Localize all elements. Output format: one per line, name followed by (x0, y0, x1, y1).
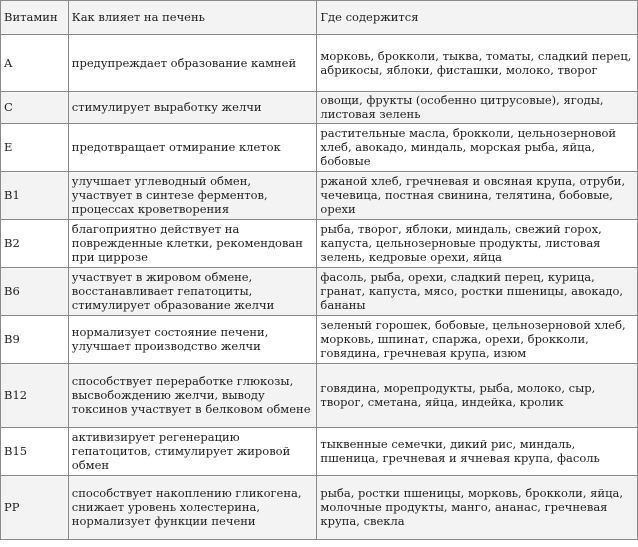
sources-cell: зеленый горошек, бобовые, цельнозерновой хлеб, морковь, шпинат, спаржа, орехи, брокколи, говядина, гречневая крупа, изюм (317, 316, 638, 364)
table-row (1, 428, 638, 476)
sources-cell: овощи, фрукты (особенно цитрусовые), ягоды, листовая зелень (317, 92, 638, 124)
effect-cell: благоприятно действует на поврежденные клетки, рекомендован при циррозе (68, 220, 317, 268)
vitamin-cell: A (1, 35, 69, 92)
sources-cell: морковь, брокколи, тыква, томаты, сладкий перец, абрикосы, яблоки, фисташки, молоко, творог (317, 35, 638, 92)
sources-cell: фасоль, рыба, орехи, сладкий перец, курица, гранат, капуста, мясо, ростки пшеницы, авокадо, бананы (317, 268, 638, 316)
vitamin-cell: B9 (1, 316, 69, 364)
sources-cell: тыквенные семечки, дикий рис, миндаль, пшеница, гречневая и ячневая крупа, фасоль (317, 428, 638, 476)
effect-cell: нормализует состояние печени, улучшает производство желчи (68, 316, 317, 364)
header-vitamin: Витамин (1, 1, 69, 35)
table-row (1, 316, 638, 364)
vitamin-cell: B1 (1, 172, 69, 220)
sources-cell: говядина, морепродукты, рыба, молоко, сыр, творог, сметана, яйца, индейка, кролик (317, 364, 638, 428)
vitamin-cell: C (1, 92, 69, 124)
table-row (1, 172, 638, 220)
table-row (1, 92, 638, 124)
sources-cell: растительные масла, брокколи, цельнозерновой хлеб, авокадо, миндаль, морская рыба, яйца, бобовые (317, 124, 638, 172)
effect-cell: активизирует регенерацию гепатоцитов, стимулирует жировой обмен (68, 428, 317, 476)
vitamin-cell: B15 (1, 428, 69, 476)
effect-cell: способствует переработке глюкозы, высвобождению желчи, выводу токсинов участвует в белковом обмене (68, 364, 317, 428)
effect-cell: стимулирует выработку желчи (68, 92, 317, 124)
table-row (1, 35, 638, 92)
vitamin-cell: B2 (1, 220, 69, 268)
vitamin-cell: PP (1, 476, 69, 540)
vitamin-cell: B12 (1, 364, 69, 428)
table-header-row (1, 1, 638, 35)
table-row (1, 476, 638, 540)
vitamin-cell: E (1, 124, 69, 172)
effect-cell: предупреждает образование камней (68, 35, 317, 92)
sources-cell: рыба, творог, яблоки, миндаль, свежий горох, капуста, цельнозерновые продукты, листовая зелень, кедровые орехи, яйца (317, 220, 638, 268)
table-row (1, 220, 638, 268)
effect-cell: участвует в жировом обмене, восстанавливает гепатоциты, стимулирует образование желчи (68, 268, 317, 316)
vitamin-cell: B6 (1, 268, 69, 316)
effect-cell: предотвращает отмирание клеток (68, 124, 317, 172)
effect-cell: улучшает углеводный обмен, участвует в синтезе ферментов, процессах кроветворения (68, 172, 317, 220)
table-row (1, 124, 638, 172)
header-effect: Как влияет на печень (68, 1, 317, 35)
effect-cell: способствует накоплению гликогена, снижает уровень холестерина, нормализует функции печени (68, 476, 317, 540)
header-sources: Где содержится (317, 1, 638, 35)
sources-cell: рыба, ростки пшеницы, морковь, брокколи, яйца, молочные продукты, манго, ананас, гречневая крупа, свекла (317, 476, 638, 540)
sources-cell: ржаной хлеб, гречневая и овсяная крупа, отруби, чечевица, постная свинина, телятина, бобовые, орехи (317, 172, 638, 220)
table-row (1, 268, 638, 316)
table-row (1, 364, 638, 428)
